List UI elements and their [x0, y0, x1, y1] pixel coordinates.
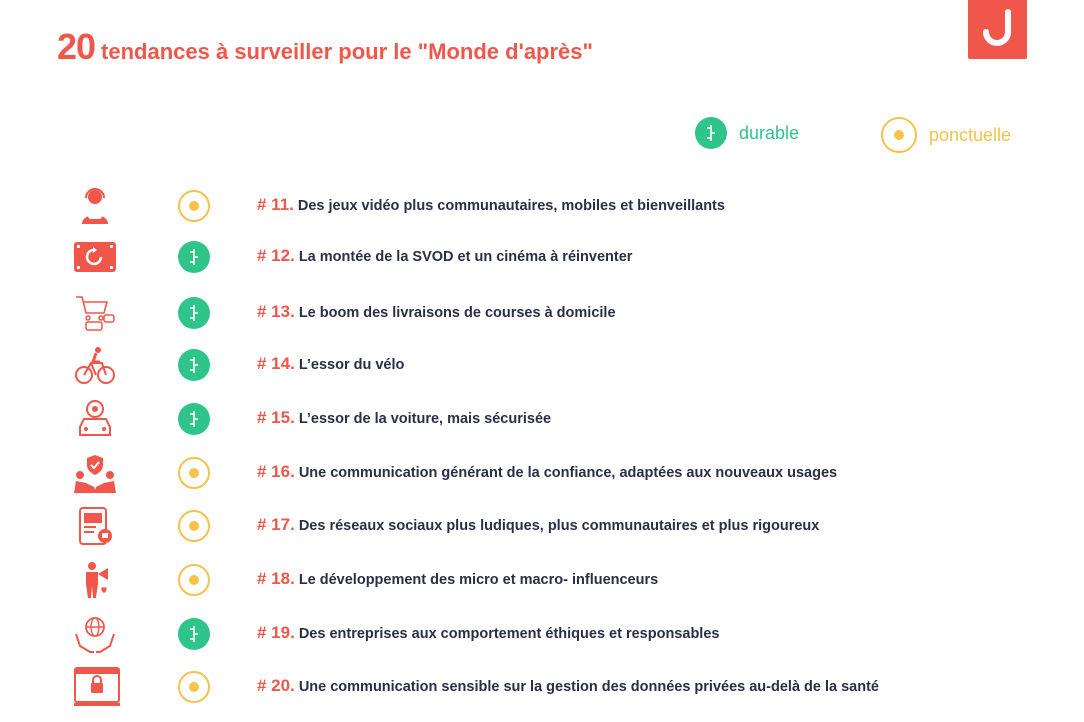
trend-text: L’essor du vélo	[298, 357, 405, 373]
legend-ponctuelle	[881, 117, 1011, 153]
trend-rank: # 14.	[257, 354, 295, 373]
trend-label	[257, 408, 551, 428]
trend-label	[257, 195, 725, 215]
target-dot-icon	[178, 671, 210, 703]
shopping-cart-icon	[74, 293, 116, 333]
trend-label	[257, 246, 632, 266]
trend-text: Des jeux vidéo plus communautaires, mobiles et bienveillants	[297, 198, 725, 214]
trend-row	[0, 237, 1084, 277]
trend-rank: # 16.	[257, 462, 295, 481]
social-network-icon	[74, 506, 116, 546]
trend-label	[257, 462, 837, 482]
hourglass-icon	[178, 297, 210, 329]
trend-rank: # 13.	[257, 302, 295, 321]
trend-rank: # 11.	[257, 195, 294, 214]
trend-rank: # 15.	[257, 408, 295, 427]
bicycle-icon	[74, 345, 116, 385]
trend-row	[0, 345, 1084, 385]
legend-durable	[695, 117, 799, 149]
trend-label	[257, 569, 658, 589]
legend-ponctuelle-label: ponctuelle	[929, 124, 1012, 145]
hourglass-icon	[178, 349, 210, 381]
target-dot-icon	[881, 117, 917, 153]
trend-row	[0, 667, 1084, 707]
target-dot-icon	[178, 457, 210, 489]
trend-text: Des entreprises aux comportement éthiques et responsables	[298, 626, 720, 642]
influencer-icon	[74, 560, 116, 600]
hourglass-icon	[178, 618, 210, 650]
trend-row	[0, 614, 1084, 654]
trend-row	[0, 186, 1084, 226]
d-logo-icon	[968, 0, 1027, 59]
trend-rank: # 12.	[257, 246, 295, 265]
trend-text: Une communication générant de la confiance, adaptées aux nouveaux usages	[298, 465, 838, 481]
trend-row	[0, 293, 1084, 333]
trend-label	[257, 302, 616, 322]
trend-rank: # 18.	[257, 569, 295, 588]
legend-durable-label: durable	[739, 122, 800, 143]
trend-row	[0, 560, 1084, 600]
target-dot-icon	[178, 564, 210, 596]
trend-text: Le développement des micro et macro- influenceurs	[298, 572, 659, 588]
trend-text: Le boom des livraisons de courses à domicile	[298, 305, 616, 321]
title-text: tendances à surveiller pour le "Monde d'après"	[101, 39, 593, 64]
trend-label	[257, 354, 404, 374]
hourglass-icon	[695, 117, 727, 149]
trend-rank: # 19.	[257, 623, 295, 642]
data-lock-icon	[74, 667, 116, 707]
trend-rank: # 20.	[257, 676, 295, 695]
target-dot-icon	[178, 190, 210, 222]
trend-row	[0, 453, 1084, 493]
hourglass-icon	[178, 403, 210, 435]
trend-row	[0, 399, 1084, 439]
trend-label	[257, 515, 819, 535]
target-dot-icon	[178, 510, 210, 542]
trend-row	[0, 506, 1084, 546]
trend-text: Des réseaux sociaux plus ludiques, plus communautaires et plus rigoureux	[298, 518, 820, 534]
title-number: 20	[57, 26, 96, 67]
trust-shield-icon	[74, 453, 116, 493]
trend-text: L’essor de la voiture, mais sécurisée	[298, 411, 552, 427]
gamer-icon	[74, 186, 116, 226]
trend-rank: # 17.	[257, 515, 295, 534]
car-virus-icon	[74, 399, 116, 439]
streaming-icon	[74, 237, 116, 277]
trend-label	[257, 623, 719, 643]
globe-hands-icon	[74, 614, 116, 654]
trend-label	[257, 676, 879, 696]
page-title	[57, 26, 593, 68]
trend-text: La montée de la SVOD et un cinéma à réinventer	[298, 249, 633, 265]
hourglass-icon	[178, 241, 210, 273]
trend-text: Une communication sensible sur la gestion des données privées au-delà de la santé	[298, 679, 879, 695]
